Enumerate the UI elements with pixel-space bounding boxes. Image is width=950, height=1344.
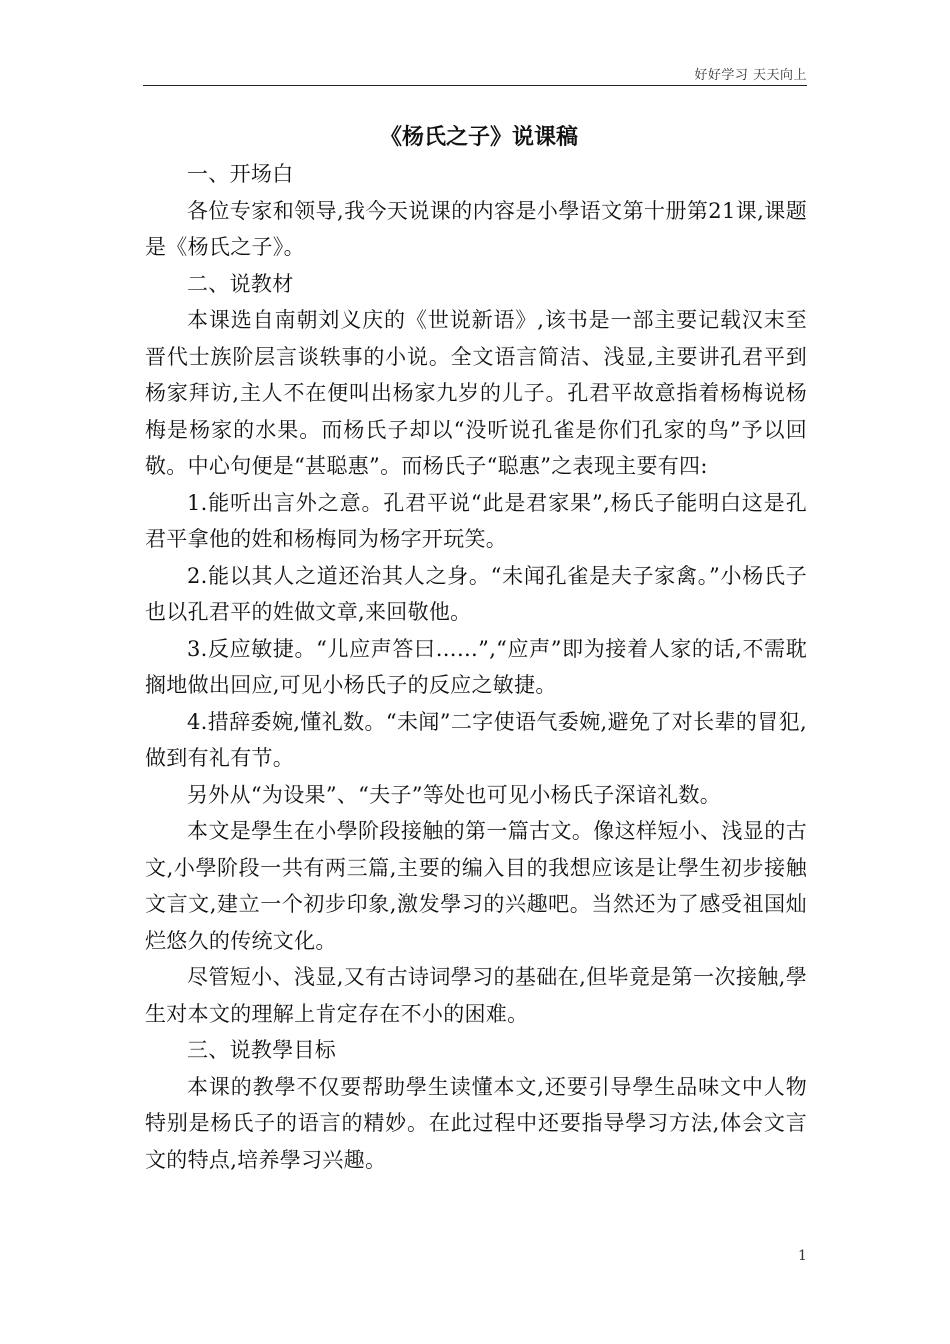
list-item: 2.能以其人之道还治其人之身。“未闻孔雀是夫子家禽。”小杨氏子也以孔君平的姓做文章,来回敬他。 — [145, 563, 807, 624]
paragraph: 尽管短小、浅显,又有古诗词學习的基础在,但毕竟是第一次接触,學生对本文的理解上肯定存在不小的困难。 — [145, 965, 807, 1026]
header-divider — [143, 85, 807, 86]
list-item: 3.反应敏捷。“儿应声答曰……”,“应声”即为接着人家的话,不需耽搁地做出回应,可见小杨氏子的反应之敏捷。 — [145, 636, 807, 697]
section-heading-objectives: 三、说教學目标 — [187, 1038, 337, 1062]
section-heading-textbook: 二、说教材 — [187, 271, 294, 296]
list-item: 1.能听出言外之意。孔君平说“此是君家果”,杨氏子能明白这是孔君平拿他的姓和杨梅同为杨字开玩笑。 — [145, 490, 807, 551]
list-item: 4.措辞委婉,懂礼数。“未闻”二字使语气委婉,避免了对长辈的冒犯,做到有礼有节。 — [145, 709, 807, 770]
section-heading-opening: 一、开场白 — [187, 162, 294, 186]
document-body — [145, 118, 807, 1178]
paragraph: 本文是學生在小學阶段接触的第一篇古文。像这样短小、浅显的古文,小學阶段一共有两三篇,主要的编入目的我想应该是让學生初步接触文言文,建立一个初步印象,激发學习的兴趣吧。当然还为了感受祖国灿烂悠久的传统文化。 — [145, 819, 807, 953]
paragraph: 另外从“为设果”、“夫子”等处也可见小杨氏子深谙礼数。 — [187, 782, 722, 807]
running-header: 好好学习 天天向上 — [694, 68, 807, 83]
paragraph: 本课选自南朝刘义庆的《世说新语》,该书是一部主要记载汉末至晋代士族阶层言谈轶事的小说。全文语言简洁、浅显,主要讲孔君平到杨家拜访,主人不在便叫出杨家九岁的儿子。孔君平故意指着杨梅说杨梅是杨家的水果。而杨氏子却以“没听说孔雀是你们孔家的鸟”予以回敬。中心句便是“甚聪惠”。而杨氏子“聪惠”之表现主要有四: — [145, 308, 807, 478]
paragraph: 各位专家和领导,我今天说课的内容是小學语文第十册第21课,课题是《杨氏之子》。 — [145, 198, 807, 259]
paragraph: 本课的教學不仅要帮助學生读懂本文,还要引导學生品味文中人物特别是杨氏子的语言的精妙。在此过程中还要指导學习方法,体会文言文的特点,培养學习兴趣。 — [145, 1074, 807, 1172]
document-title: 《杨氏之子》说课稿 — [379, 124, 578, 150]
page-number: 1 — [798, 1248, 807, 1264]
